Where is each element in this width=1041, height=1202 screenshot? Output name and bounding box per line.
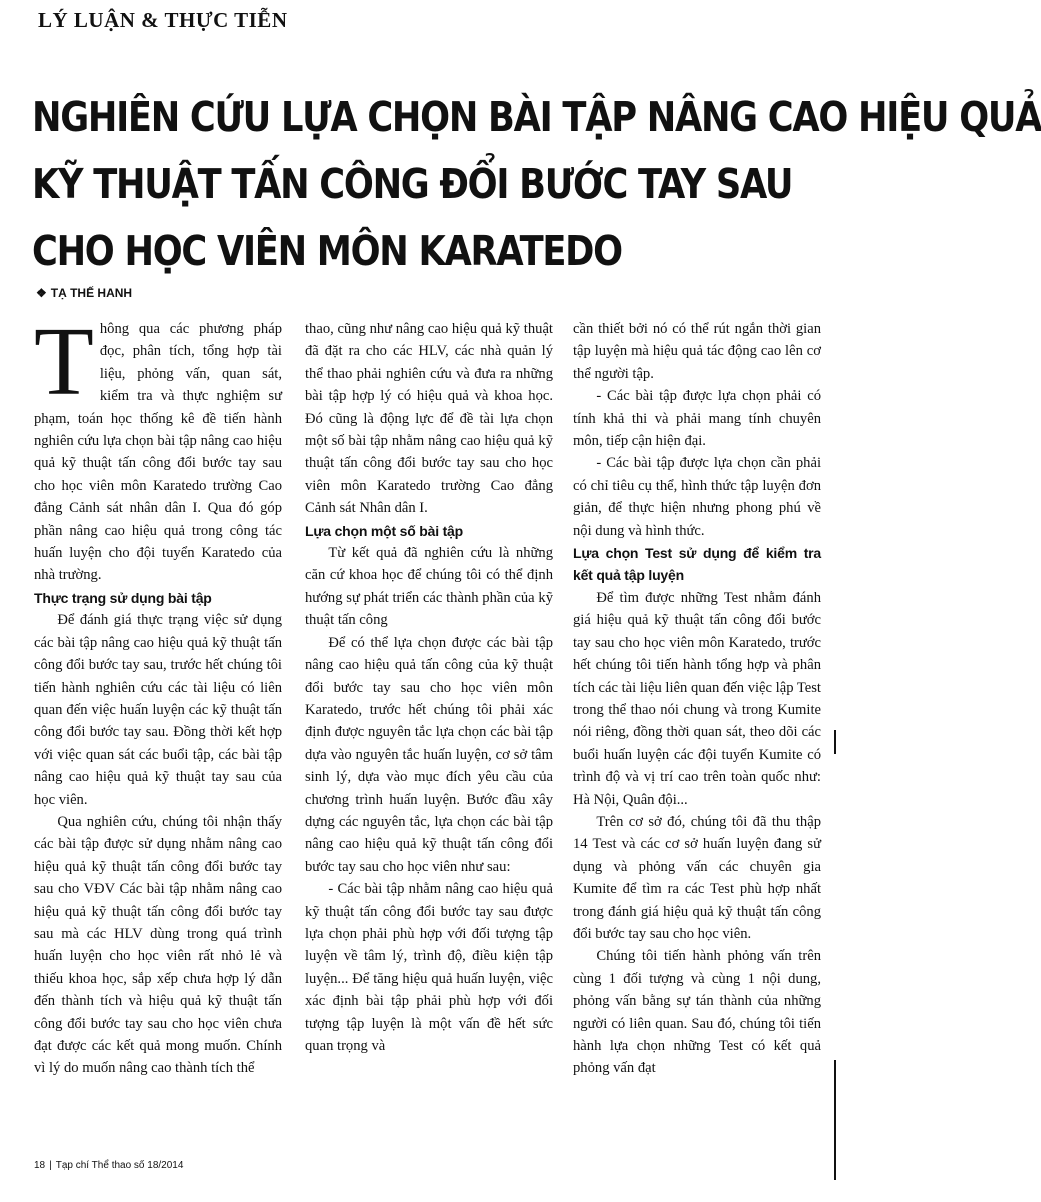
journal-name: Tạp chí Thể thao số 18/2014 <box>55 1160 184 1171</box>
title-line-1: NGHIÊN CỨU LỰA CHỌN BÀI TẬP NÂNG CAO HIỆU QUẢ <box>32 93 1041 141</box>
paragraph: thao, cũng như nâng cao hiệu quả kỹ thuật đã đặt ra cho các HLV, các nhà quản lý thể thao phải nghiên cứu và đưa ra những bài tập hợp lý có hiệu quả và khoa học. Đó cũng là động lực để đề tài lựa chọn một số bài tập nhằm nâng cao hiệu quả kỹ thuật tấn công đổi bước tay sau cho học viên môn Karatedo trường Cao đẳng Cảnh sát Nhân dân I. <box>305 321 553 517</box>
author-byline <box>36 286 132 300</box>
title-line-2: KỸ THUẬT TẤN CÔNG ĐỔI BƯỚC TAY SAU <box>32 160 793 208</box>
intro-text: hông qua các phương pháp đọc, phân tích, tổng hợp tài liệu, phỏng vấn, quan sát, kiểm tra và thực nghiệm sư phạm, toán học thống kê đề tiến hành nghiên cứu lựa chọn bài tập nâng cao hiệu quả kỹ thuật tấn công đổi bước tay sau cho học viên môn Karatedo trường Cao đẳng Cảnh sát nhân dân I. Qua đó góp phần nâng cao hiệu quả trong công tác huấn luyện cho đội tuyển Karatedo của nhà trường. <box>34 321 282 584</box>
column-1 <box>34 308 282 1158</box>
page-footer <box>34 1160 183 1171</box>
diamond-bullet-icon: ❖ <box>36 286 47 300</box>
column-2 <box>305 318 553 1158</box>
paragraph: Để tìm được những Test nhằm đánh giá hiệu quả kỹ thuật tấn công đổi bước tay sau cho học viên môn Karatedo, trước hết chúng tôi tiến hành tổng hợp và phân tích các tài liệu liên quan đến việc lập Test trong thể thao nói chung và trong Kumite nói riêng, đồng thời quan sát, theo dõi các buổi huấn luyện các đội tuyển Kumite có trình độ và vị trí cao trên toàn quốc như: Hà Nội, Quân đội... <box>573 589 821 808</box>
scan-edge-mark <box>834 1060 836 1180</box>
heading-current-state: Thực trạng sử dụng bài tập <box>34 589 212 606</box>
paragraph: Từ kết quả đã nghiên cứu là những căn cứ khoa học để chúng tôi có thể định hướng sự phát triển các thành phần của kỹ thuật tấn công <box>305 545 553 629</box>
paragraph: Chúng tôi tiến hành phỏng vấn trên cùng 1 đối tượng và cùng 1 nội dung, phỏng vấn bằng sự tán thành của những người có liên quan. Sau đó, chúng tôi tiến hành lựa chọn những Test có kết quả phỏng vấn đạt <box>573 948 821 1077</box>
paragraph: Để đánh giá thực trạng việc sử dụng các bài tập nâng cao hiệu quả kỹ thuật tấn công đổi bước tay sau, trước hết chúng tôi tiến hành nghiên cứu các tài liệu có liên quan đến việc huấn luyện các kỹ thuật tấn công đổi bước tay sau. Đồng thời kết hợp với việc quan sát các buổi tập, các bài tập nâng cao hiệu quả kỹ thuật tay sau của học viên. <box>34 612 282 808</box>
column-3 <box>573 318 821 1158</box>
paragraph: - Các bài tập được lựa chọn phải có tính khả thi và phải mang tính chuyên môn, tiếp cận hiện đại. <box>573 388 821 450</box>
section-label: LÝ LUẬN & THỰC TIỄN <box>38 8 288 32</box>
paragraph: Qua nghiên cứu, chúng tôi nhận thấy các bài tập được sử dụng nhằm nâng cao hiệu quả kỹ thuật tấn công đổi bước tay sau cho VĐV Các bài tập nhằm nâng cao hiệu quả kỹ thuật tấn công đổi bước tay sau mà các HLV dùng trong quá trình huấn luyện cho học viên rất nhỏ lẻ và thiếu khoa học, sắp xếp chưa hợp lý dẫn đến thành tích và hiệu quả kỹ thuật tấn công đổi bước tay sau cho học viên chưa đạt được các kết quả mong muốn. Chính vì lý do muốn nâng cao thành tích thể <box>34 813 282 1077</box>
scan-edge-mark <box>834 730 836 754</box>
footer-divider: | <box>49 1160 52 1171</box>
article-title <box>32 84 1041 285</box>
drop-cap: T <box>34 308 94 416</box>
paragraph: Để có thể lựa chọn được các bài tập nâng cao hiệu quả tấn công của kỹ thuật đổi bước tay sau cho học viên môn Karatedo, trước hết chúng tôi phải xác định được nguyên tắc lựa chọn các bài tập dựa vào nguyên tắc huấn luyện, cơ sở tâm sinh lý, dựa vào mục đích yêu cầu của chương trình huấn luyện. Bước đầu xây dựng các nguyên tắc, lựa chọn các bài tập nâng cao hiệu quả kỹ thuật tấn công đổi bước tay sau cho học viên như sau: <box>305 634 553 875</box>
paragraph: - Các bài tập được lựa chọn cần phải có chỉ tiêu cụ thể, hình thức tập luyện đơn giản, để thực hiện nhưng phong phú về nội dung và hình thức. <box>573 455 821 539</box>
intro-paragraph <box>34 308 282 587</box>
paragraph: Trên cơ sở đó, chúng tôi đã thu thập 14 Test và các cơ sở huấn luyện đang sử dụng và phỏng vấn các chuyên gia Kumite để tìm ra các Test phù hợp nhất trong đánh giá hiệu quả kỹ thuật tấn công đổi bước tay sau cho học viên. <box>573 813 821 942</box>
page-number: 18 <box>34 1160 46 1171</box>
paragraph: - Các bài tập nhằm nâng cao hiệu quả kỹ thuật tấn công đổi bước tay sau được lựa chọn phải phù hợp với đối tượng tập luyện về tâm lý, trình độ, điều kiện tập luyện... Để tăng hiệu quả huấn luyện, việc xác định bài tập phải phù hợp với đối tượng tập luyện là một vấn đề hết sức quan trọng và <box>305 881 553 1054</box>
heading-select-tests: Lựa chọn Test sử dụng để kiểm tra kết quả tập luyện <box>573 545 821 584</box>
heading-select-exercises: Lựa chọn một số bài tập <box>305 522 463 539</box>
author-name: TẠ THẾ HANH <box>50 286 133 300</box>
paragraph: cần thiết bởi nó có thể rút ngắn thời gian tập luyện mà hiệu quả tác động cao lên cơ thể người tập. <box>573 321 821 382</box>
title-line-3: CHO HỌC VIÊN MÔN KARATEDO <box>32 227 622 275</box>
